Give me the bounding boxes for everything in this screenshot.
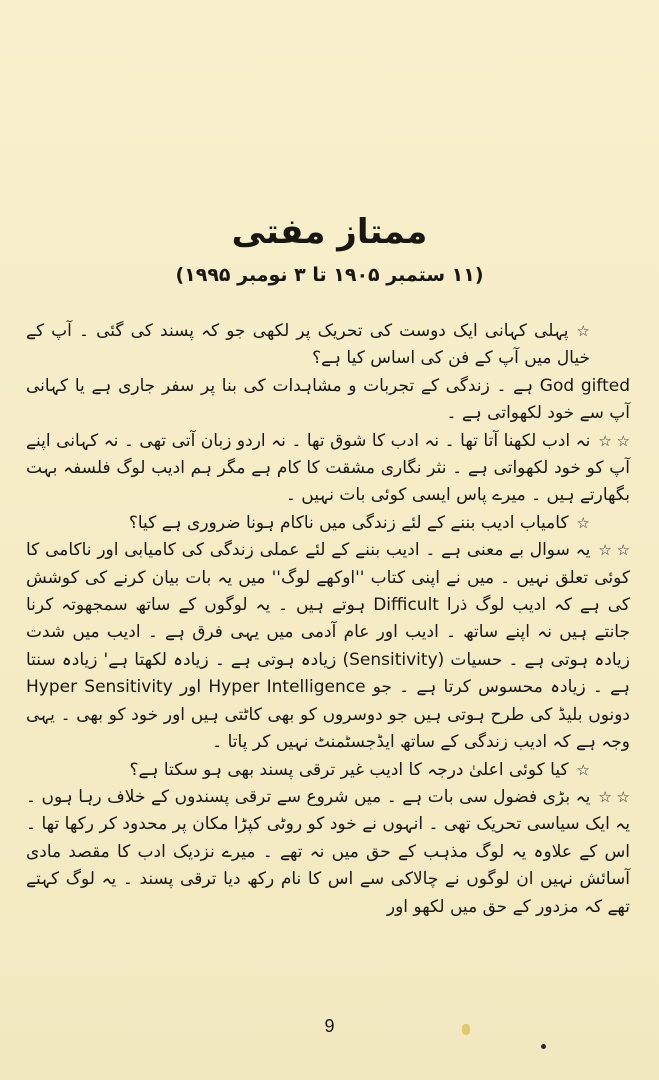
- answer-2: [26, 428, 630, 510]
- star-icon: ☆: [576, 322, 590, 340]
- star-icon: ☆: [576, 760, 590, 779]
- paper-stain: [462, 1024, 470, 1035]
- answer-1: [26, 373, 630, 428]
- question-3: [26, 757, 630, 784]
- question-1: [26, 318, 630, 373]
- star-icon: ☆: [576, 513, 590, 532]
- answer-3: [26, 537, 630, 756]
- question-2: [26, 510, 630, 537]
- answer-4: [26, 784, 630, 921]
- answer-3-text: یہ سوال بے معنی ہے ۔ ادیب بننے کے لئے عملی زندگی کی کامیابی اور ناکامی کا کوئی تعلق نہیں ۔ میں نے اپنی کتاب ''اوکھے لوگ'' میں یہ بات بیان کرنے کی کوشش کی ہے کہ ادیب لوگ ذرا Difficult ہوتے ہیں ۔ یہ لوگوں کے ساتھ سمجھوتہ کرنا جانتے ہیں نہ اپنے ساتھ ۔ ادیب اور عام آدمی میں یہی فرق ہے ۔ ادیب میں شدت زیادہ ہوتی ہے ۔ حسیات (Sensitivity) زیادہ ہوتی ہے ۔ زیادہ لکھتا ہے' زیادہ سنتا ہے ۔ زیادہ محسوس کرتا ہے ۔ جو Hyper Intelligence اور Hyper Sensitivity دونوں بلیڈ کی طرح ہوتی ہیں جو دوسروں کو بھی کاٹتی ہیں اور خود کو بھی ۔ یہی وجہ ہے کہ ادیب زندگی کے ساتھ ایڈجسٹمنٹ نہیں کر پاتا ۔: [26, 540, 631, 753]
- page-number: 9: [324, 1016, 335, 1036]
- question-3-text: کیا کوئی اعلیٰ درجہ کا ادیب غیر ترقی پسند بھی ہو سکتا ہے؟: [129, 759, 569, 780]
- interview-text: [26, 318, 630, 921]
- double-star-icon: ☆ ☆: [598, 541, 630, 560]
- ink-speck: [541, 1044, 546, 1049]
- double-star-icon: ☆ ☆: [598, 431, 630, 450]
- question-2-text: کامیاب ادیب بننے کے لئے زندگی میں ناکام ہونا ضروری ہے کیا؟: [128, 512, 569, 533]
- answer-1-text: God gifted ہے ۔ زندگی کے تجربات و مشاہدات کی بنا پر سفر جاری ہے یا کہانی آپ سے خود لکھواتی ہے ۔: [26, 375, 630, 424]
- double-star-icon: ☆ ☆: [598, 787, 630, 806]
- answer-2-text: نہ ادب لکھنا آتا تھا ۔ نہ ادب کا شوق تھا ۔ نہ اردو زبان آتی تھی ۔ نہ کہانی اپنے آپ کو خود لکھواتی ہے ۔ نثر نگاری مشقت کا کام ہے مگر ہم ادیب لوگ فلسفہ بہت بگھارتے ہیں ۔ میرے پاس ایسی کوئی بات نہیں ۔: [26, 430, 630, 506]
- life-dates: (۱۱ ستمبر ۱۹۰۵ تا ۳ نومبر ۱۹۹۵): [175, 264, 484, 286]
- question-1-text: پہلی کہانی ایک دوست کی تحریک پر لکھی جو کہ پسند کی گئی ۔ آپ کے خیال میں آپ کے فن کی اساس کیا ہے؟: [26, 321, 590, 369]
- page-title: ممتاز مفتی: [231, 212, 428, 252]
- answer-4-text: یہ بڑی فضول سی بات ہے ۔ میں شروع سے ترقی پسندوں کے خلاف رہا ہوں ۔ یہ ایک سیاسی تحریک تھی ۔ انہوں نے خود کو روٹی کپڑا مکان پر محدود کر رکھا تھا ۔ اس کے علاوہ یہ لوگ مذہب کے حق میں نہ تھے ۔ میرے نزدیک ادب کا مقصد مادی آسائش نہیں ان لوگوں نے چالاکی سے اس کا نام رکھ دیا ترقی پسند ۔ یہ لوگ کہتے تھے کہ مزدور کے حق میں لکھو اور: [26, 786, 630, 917]
